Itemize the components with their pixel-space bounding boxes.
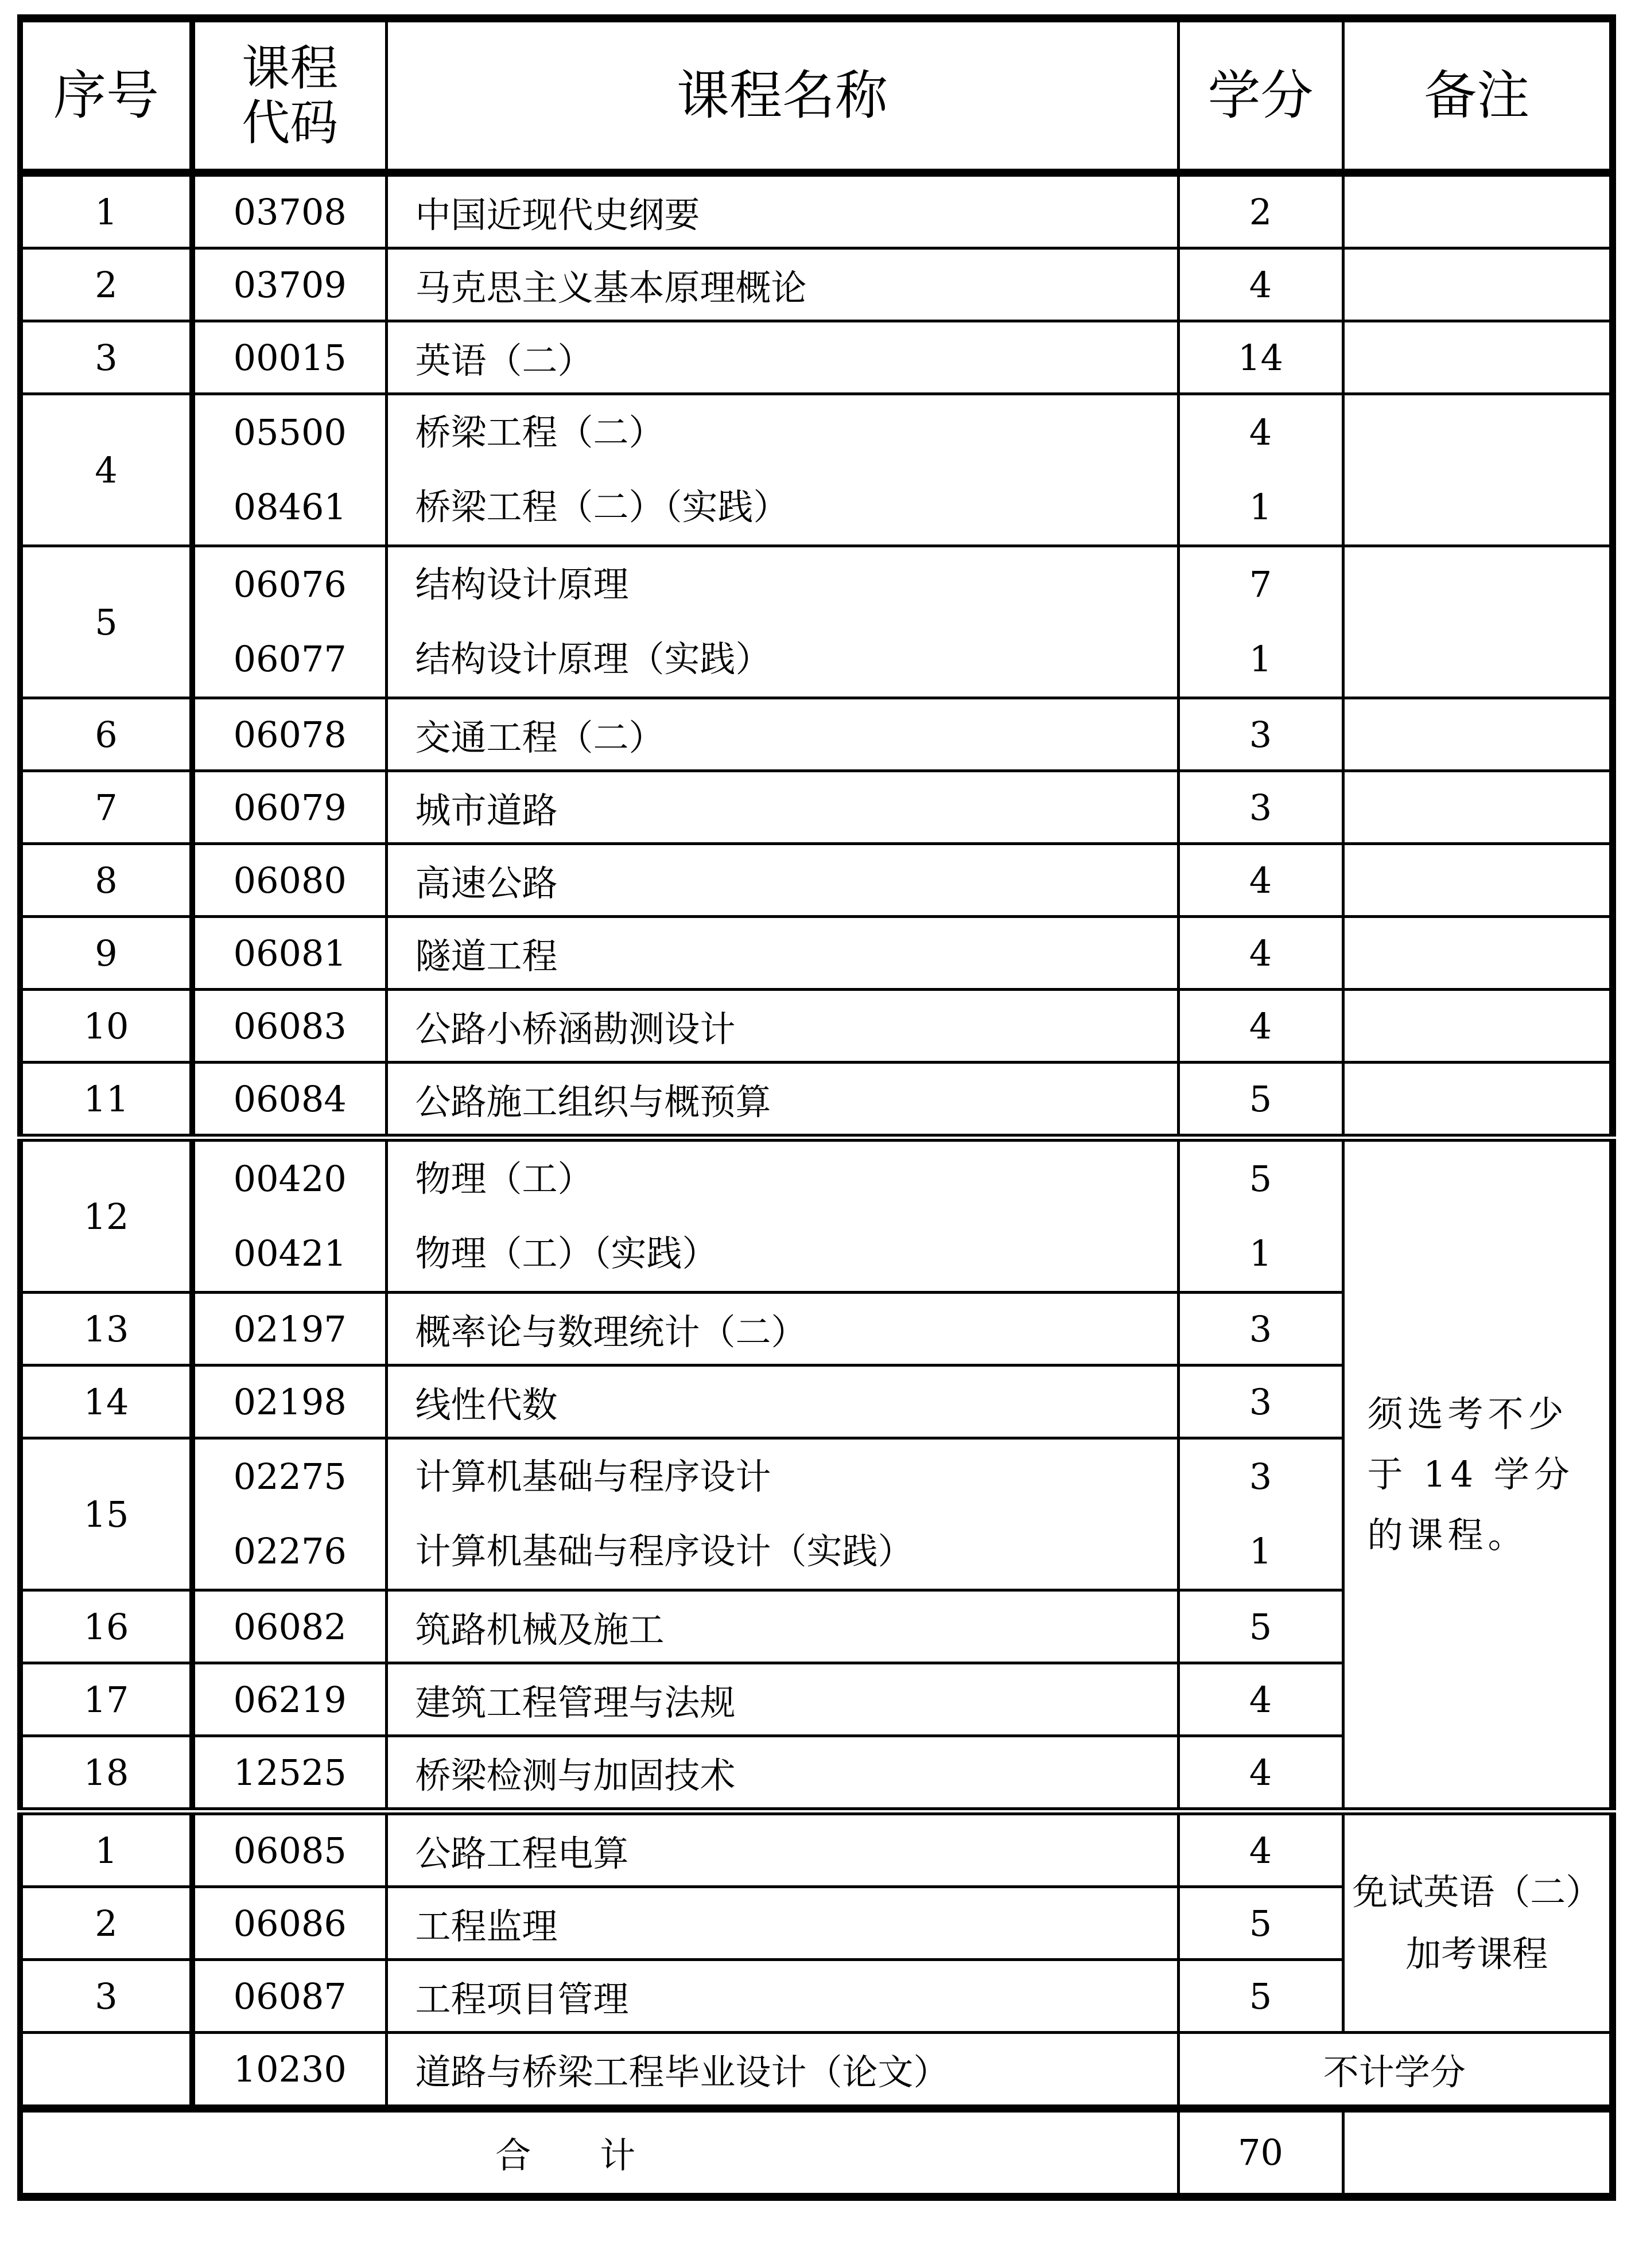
header-remark: 备注: [1343, 18, 1613, 173]
name-cell: [386, 1138, 1178, 1293]
table-row: [20, 321, 1613, 394]
code-cell: 06083: [192, 990, 386, 1063]
name-cell: 工程监理: [386, 1887, 1178, 1960]
thesis-row: [20, 2033, 1613, 2108]
code-value: 06076: [233, 563, 347, 605]
remark-cell: [1343, 990, 1613, 1063]
credit-cell: 4: [1178, 1811, 1343, 1887]
seq-cell: 2: [20, 248, 192, 321]
seq-cell: 1: [20, 1811, 192, 1887]
name-cell: 马克思主义基本原理概论: [386, 248, 1178, 321]
seq-cell: 2: [20, 1887, 192, 1960]
credit-cell: [1178, 394, 1343, 546]
total-label: 合计: [20, 2108, 1178, 2197]
seq-cell: 8: [20, 844, 192, 917]
header-code: [192, 18, 386, 173]
credit-cell: 3: [1178, 1293, 1343, 1366]
credit-value: 1: [1249, 1530, 1272, 1572]
remark-cell: [1343, 917, 1613, 990]
code-cell: 06081: [192, 917, 386, 990]
additional-remark-cell: 免试英语（二）加考课程: [1343, 1811, 1613, 2033]
credit-cell: 14: [1178, 321, 1343, 394]
code-value: 00421: [233, 1232, 347, 1274]
code-cell: 02197: [192, 1293, 386, 1366]
table-row: [20, 990, 1613, 1063]
seq-cell: 1: [20, 173, 192, 248]
credit-cell: 5: [1178, 1960, 1343, 2033]
credit-cell: 4: [1178, 1736, 1343, 1812]
seq-cell: [20, 2033, 192, 2108]
code-value: 02276: [233, 1530, 347, 1572]
seq-cell: 18: [20, 1736, 192, 1812]
code-cell: 06087: [192, 1960, 386, 2033]
code-cell: 06082: [192, 1590, 386, 1663]
name-cell: 建筑工程管理与法规: [386, 1663, 1178, 1736]
table-row: [20, 173, 1613, 248]
code-value: 02275: [233, 1456, 347, 1497]
table-row: [20, 1811, 1613, 1887]
name-cell: 桥梁检测与加固技术: [386, 1736, 1178, 1812]
seq-cell: 9: [20, 917, 192, 990]
header-credit: 学分: [1178, 18, 1343, 173]
header-code-line2: 代码: [242, 94, 339, 151]
credit-cell: 4: [1178, 248, 1343, 321]
code-cell: [192, 1138, 386, 1293]
name-cell: 线性代数: [386, 1366, 1178, 1438]
remark-cell: [1343, 698, 1613, 771]
seq-cell: 12: [20, 1138, 192, 1293]
code-value: 05500: [233, 411, 347, 453]
name-cell: 公路小桥涵勘测设计: [386, 990, 1178, 1063]
credit-cell: 3: [1178, 771, 1343, 844]
code-value: 06077: [233, 638, 347, 680]
name-cell: 英语（二）: [386, 321, 1178, 394]
credit-cell: 2: [1178, 173, 1343, 248]
table-row: [20, 771, 1613, 844]
header-code-line1: 课程: [242, 40, 339, 97]
credit-cell: [1178, 546, 1343, 698]
remark-cell: [1343, 321, 1613, 394]
credit-cell: 5: [1178, 1887, 1343, 1960]
code-cell: 06084: [192, 1063, 386, 1138]
credit-cell: 3: [1178, 698, 1343, 771]
code-cell: 00015: [192, 321, 386, 394]
credit-cell: 4: [1178, 917, 1343, 990]
seq-cell: 13: [20, 1293, 192, 1366]
remark-cell: [1343, 248, 1613, 321]
table-row: [20, 1063, 1613, 1138]
name-cell: 公路施工组织与概预算: [386, 1063, 1178, 1138]
code-cell: 12525: [192, 1736, 386, 1812]
code-cell: 06219: [192, 1663, 386, 1736]
credit-note-cell: 不计学分: [1178, 2033, 1613, 2108]
credit-value: 4: [1249, 411, 1272, 453]
seq-cell: 14: [20, 1366, 192, 1438]
table-row: [20, 394, 1613, 546]
seq-cell: 6: [20, 698, 192, 771]
code-cell: 06079: [192, 771, 386, 844]
table-row: [20, 546, 1613, 698]
seq-cell: 5: [20, 546, 192, 698]
seq-cell: 15: [20, 1438, 192, 1590]
code-value: 00420: [233, 1158, 347, 1200]
name-value: 物理（工）（实践）: [415, 1232, 718, 1274]
credit-value: 1: [1249, 638, 1272, 680]
credit-cell: [1178, 1438, 1343, 1590]
code-cell: [192, 394, 386, 546]
name-cell: 道路与桥梁工程毕业设计（论文）: [386, 2033, 1178, 2108]
code-cell: [192, 546, 386, 698]
name-value: 结构设计原理: [415, 563, 629, 605]
seq-cell: 4: [20, 394, 192, 546]
credit-value: 5: [1249, 1158, 1272, 1200]
header-seq: 序号: [20, 18, 192, 173]
table-row: [20, 698, 1613, 771]
name-cell: 公路工程电算: [386, 1811, 1178, 1887]
total-remark: [1343, 2108, 1613, 2197]
name-cell: 隧道工程: [386, 917, 1178, 990]
credit-cell: 5: [1178, 1063, 1343, 1138]
remark-cell: [1343, 844, 1613, 917]
name-cell: 交通工程（二）: [386, 698, 1178, 771]
seq-cell: 3: [20, 1960, 192, 2033]
name-value: 桥梁工程（二）: [415, 411, 665, 453]
credit-value: 3: [1249, 1456, 1272, 1497]
name-cell: 概率论与数理统计（二）: [386, 1293, 1178, 1366]
credit-cell: 4: [1178, 844, 1343, 917]
name-cell: 工程项目管理: [386, 1960, 1178, 2033]
course-plan-table: [17, 14, 1616, 2201]
credit-cell: 4: [1178, 990, 1343, 1063]
code-cell: 06080: [192, 844, 386, 917]
code-value: 08461: [233, 486, 347, 528]
credit-value: 7: [1249, 563, 1272, 605]
name-cell: [386, 394, 1178, 546]
table-row: [20, 248, 1613, 321]
seq-cell: 11: [20, 1063, 192, 1138]
header-name: 课程名称: [386, 18, 1178, 173]
code-cell: 02198: [192, 1366, 386, 1438]
name-value: 结构设计原理（实践）: [415, 638, 771, 680]
name-cell: [386, 1438, 1178, 1590]
code-cell: 03708: [192, 173, 386, 248]
code-cell: 06085: [192, 1811, 386, 1887]
table-row: [20, 917, 1613, 990]
seq-cell: 7: [20, 771, 192, 844]
seq-cell: 16: [20, 1590, 192, 1663]
remark-cell: [1343, 394, 1613, 546]
remark-cell: [1343, 546, 1613, 698]
seq-cell: 3: [20, 321, 192, 394]
name-cell: 筑路机械及施工: [386, 1590, 1178, 1663]
name-value: 计算机基础与程序设计: [415, 1456, 771, 1497]
remark-cell: [1343, 173, 1613, 248]
table-row: [20, 844, 1613, 917]
table-row: [20, 1138, 1613, 1293]
credit-cell: 5: [1178, 1590, 1343, 1663]
seq-cell: 10: [20, 990, 192, 1063]
code-cell: 06086: [192, 1887, 386, 1960]
header-row: [20, 18, 1613, 173]
code-cell: [192, 1438, 386, 1590]
code-cell: 06078: [192, 698, 386, 771]
total-credit: 70: [1178, 2108, 1343, 2197]
name-cell: 高速公路: [386, 844, 1178, 917]
remark-cell: [1343, 1063, 1613, 1138]
credit-cell: 3: [1178, 1366, 1343, 1438]
course-plan-table-wrapper: [17, 14, 1610, 2201]
seq-cell: 17: [20, 1663, 192, 1736]
name-value: 物理（工）: [415, 1158, 593, 1200]
credit-cell: [1178, 1138, 1343, 1293]
name-value: 桥梁工程（二）（实践）: [415, 486, 789, 528]
total-row: [20, 2108, 1613, 2197]
name-cell: [386, 546, 1178, 698]
remark-cell: [1343, 771, 1613, 844]
name-cell: 城市道路: [386, 771, 1178, 844]
elective-remark-cell: 须选考不少于 14 学分的课程。: [1343, 1138, 1613, 1811]
name-value: 计算机基础与程序设计（实践）: [415, 1530, 914, 1572]
name-cell: 中国近现代史纲要: [386, 173, 1178, 248]
code-cell: 10230: [192, 2033, 386, 2108]
credit-value: 1: [1249, 486, 1272, 528]
credit-cell: 4: [1178, 1663, 1343, 1736]
code-cell: 03709: [192, 248, 386, 321]
credit-value: 1: [1249, 1232, 1272, 1274]
